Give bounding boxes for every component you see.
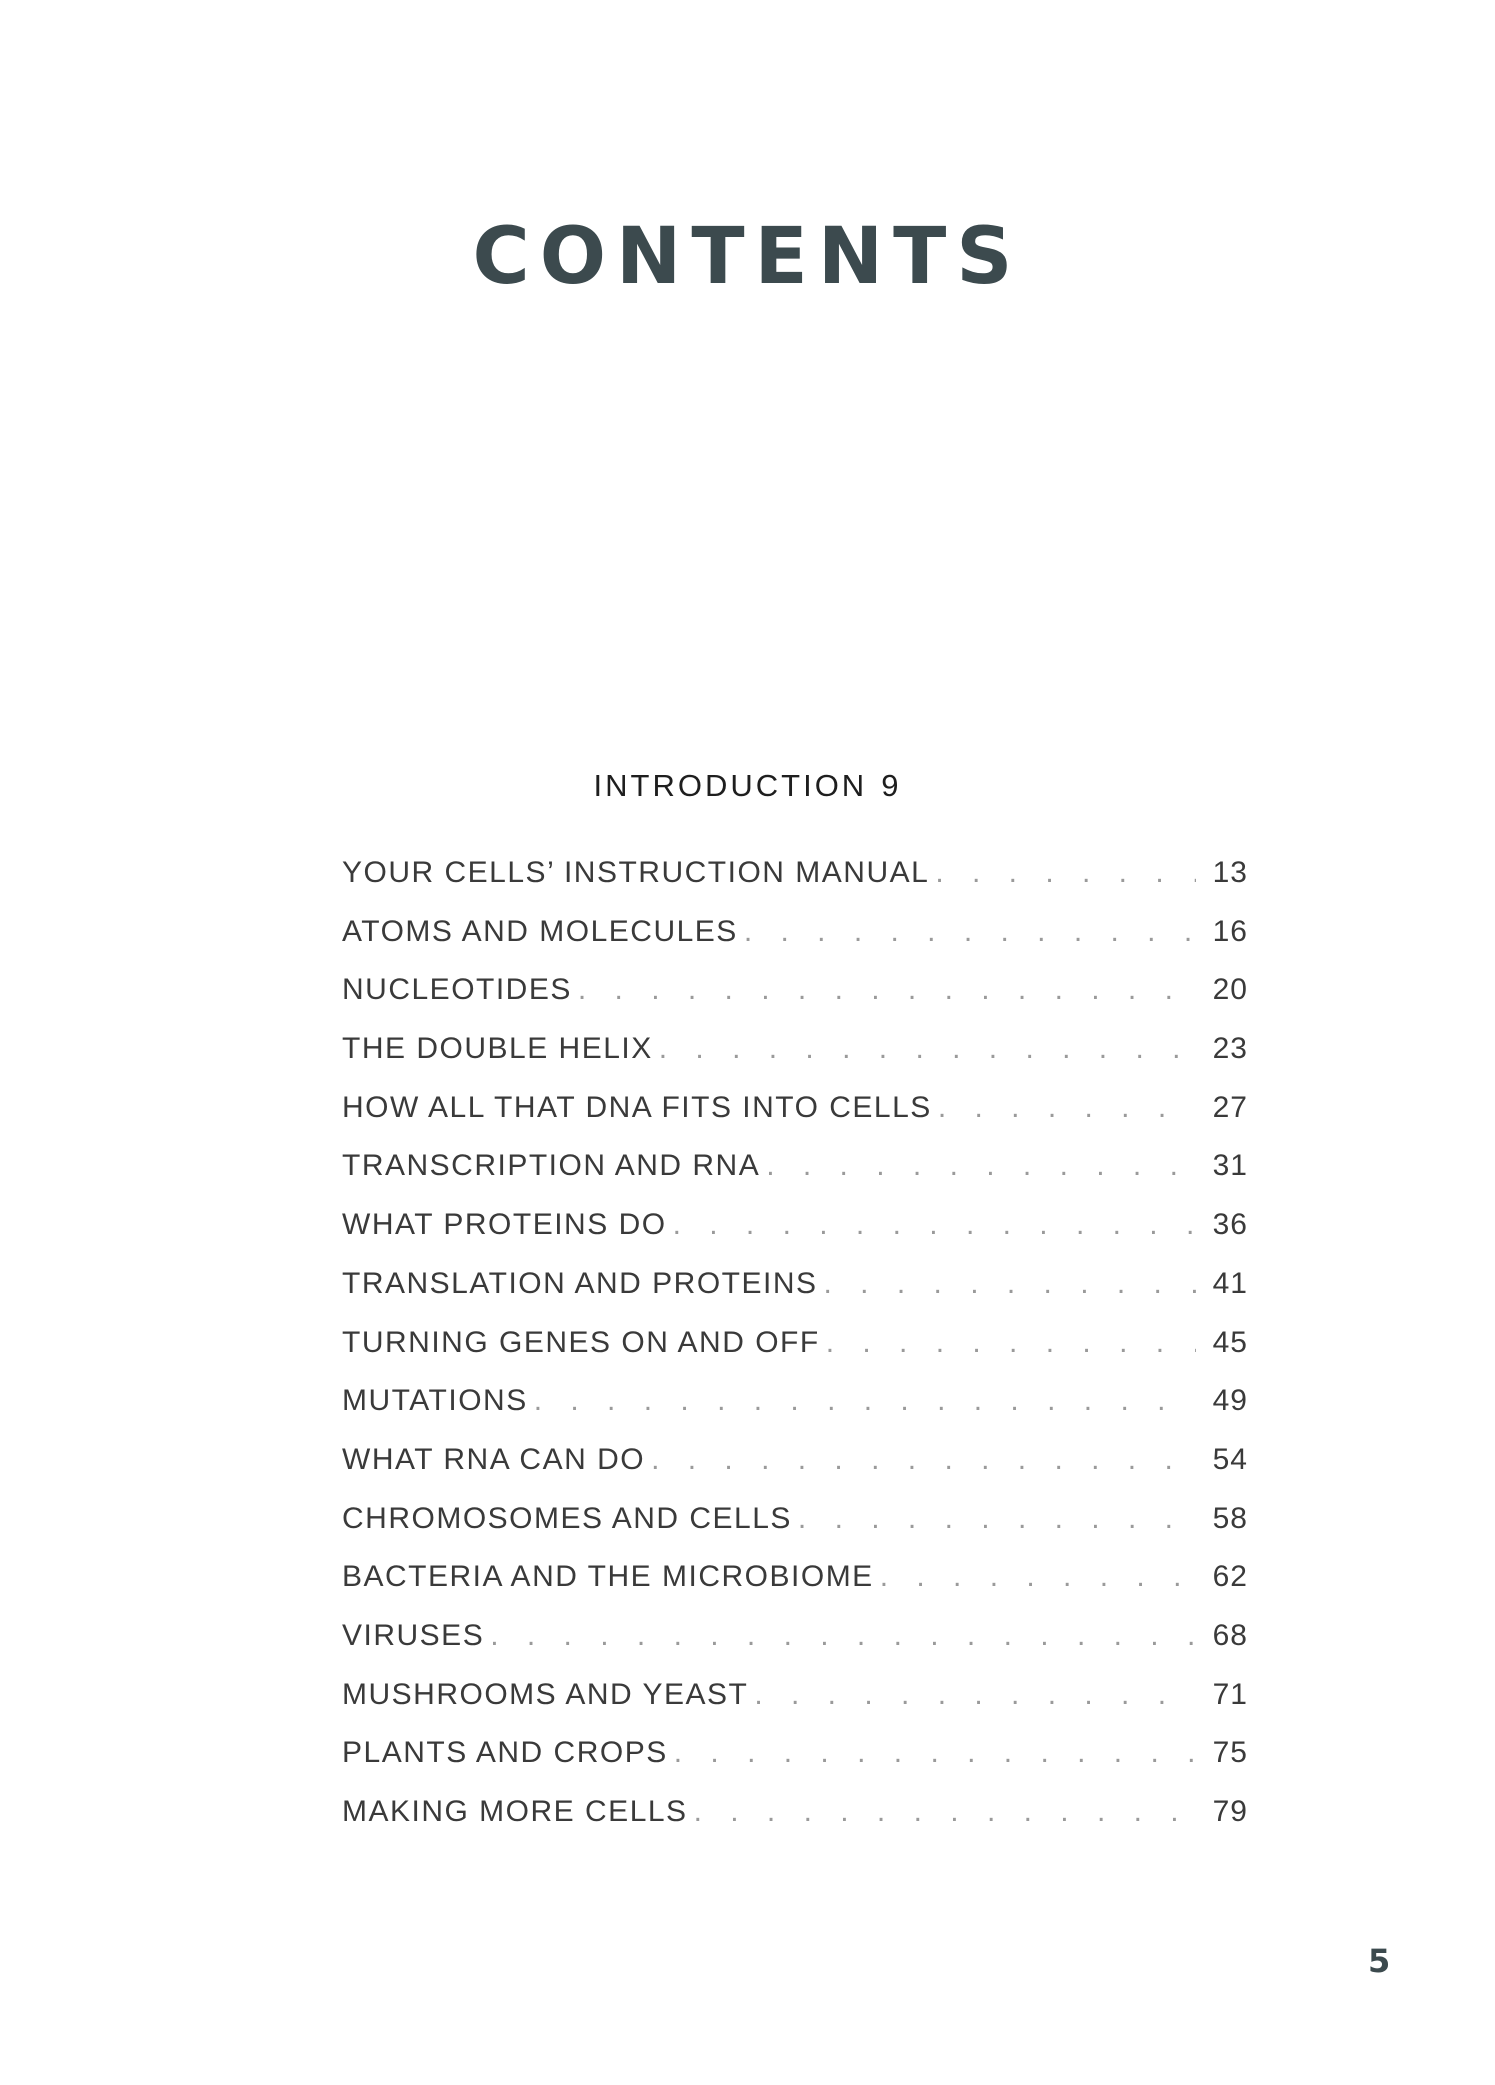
toc-entry (342, 973, 1248, 1032)
toc-entry-page: 79 (1212, 1795, 1248, 1828)
toc-entry-title: PLANTS AND CROPS (342, 1736, 668, 1770)
introduction-label: INTRODUCTION (593, 768, 868, 803)
table-of-contents (342, 856, 1248, 1854)
dot-leader (694, 1795, 1196, 1829)
toc-entry-title: BACTERIA AND THE MICROBIOME (342, 1560, 874, 1594)
toc-entry (342, 1736, 1248, 1795)
toc-entry-title: CHROMOSOMES AND CELLS (342, 1501, 792, 1535)
toc-entry-title: NUCLEOTIDES (342, 973, 572, 1007)
toc-entry-page: 75 (1212, 1736, 1248, 1770)
toc-entry (342, 1267, 1248, 1326)
dot-leader (490, 1619, 1196, 1653)
dot-leader (766, 1149, 1196, 1183)
dot-leader (651, 1443, 1196, 1477)
dot-leader (935, 856, 1196, 890)
toc-entry-page: 41 (1212, 1266, 1248, 1300)
toc-entry-title: THE DOUBLE HELIX (342, 1032, 653, 1066)
toc-entry-page: 58 (1212, 1501, 1248, 1535)
toc-entry (342, 1560, 1248, 1619)
toc-entry-page: 45 (1212, 1325, 1248, 1359)
toc-entry (342, 1091, 1248, 1150)
toc-entry-page: 13 (1212, 856, 1248, 889)
toc-entry-title: HOW ALL THAT DNA FITS INTO CELLS (342, 1090, 932, 1124)
toc-entry-page: 62 (1212, 1560, 1248, 1594)
dot-leader (674, 1736, 1196, 1770)
toc-entry-title: MUSHROOMS AND YEAST (342, 1677, 749, 1711)
toc-entry (342, 1795, 1248, 1854)
toc-entry (342, 1326, 1248, 1385)
toc-entry (342, 1384, 1248, 1443)
toc-entry-title: MUTATIONS (342, 1384, 528, 1418)
dot-leader (754, 1678, 1196, 1712)
dot-leader (744, 915, 1196, 949)
toc-introduction (0, 770, 1495, 801)
toc-entry-page: 71 (1212, 1677, 1248, 1711)
toc-entry-title: TRANSLATION AND PROTEINS (342, 1266, 818, 1300)
dot-leader (826, 1326, 1196, 1360)
dot-leader (659, 1032, 1196, 1066)
toc-entry-title: TRANSCRIPTION AND RNA (342, 1149, 761, 1183)
toc-entry-page: 31 (1212, 1149, 1248, 1183)
toc-entry-page: 16 (1212, 914, 1248, 948)
toc-entry-title: YOUR CELLS’ INSTRUCTION MANUAL (342, 856, 930, 889)
toc-entry-title: TURNING GENES ON AND OFF (342, 1325, 820, 1359)
toc-entry (342, 1678, 1248, 1737)
dot-leader (880, 1560, 1196, 1594)
toc-entry (342, 1032, 1248, 1091)
introduction-page-number: 9 (881, 768, 902, 803)
toc-entry-title: ATOMS AND MOLECULES (342, 914, 738, 948)
page-number: 5 (1368, 1942, 1391, 1980)
toc-entry-page: 68 (1212, 1618, 1248, 1652)
toc-entry-title: WHAT RNA CAN DO (342, 1442, 646, 1476)
toc-entry (342, 1149, 1248, 1208)
toc-entry (342, 856, 1248, 915)
toc-entry-page: 23 (1212, 1032, 1248, 1066)
toc-entry (342, 1502, 1248, 1561)
toc-entry-title: WHAT PROTEINS DO (342, 1208, 667, 1242)
toc-entry (342, 915, 1248, 974)
dot-leader (824, 1267, 1196, 1301)
dot-leader (798, 1502, 1196, 1536)
dot-leader (673, 1208, 1196, 1242)
dot-leader (938, 1091, 1196, 1125)
toc-entry-title: MAKING MORE CELLS (342, 1795, 688, 1828)
toc-entry (342, 1208, 1248, 1267)
dot-leader (534, 1384, 1196, 1418)
toc-entry-page: 49 (1212, 1384, 1248, 1418)
toc-entry-page: 54 (1212, 1442, 1248, 1476)
toc-entry-title: VIRUSES (342, 1618, 485, 1652)
toc-entry (342, 1443, 1248, 1502)
page-title: CONTENTS (472, 212, 1023, 302)
dot-leader (578, 973, 1196, 1007)
toc-entry-page: 36 (1212, 1208, 1248, 1242)
toc-entry-page: 20 (1212, 973, 1248, 1007)
toc-entry (342, 1619, 1248, 1678)
toc-entry-page: 27 (1212, 1090, 1248, 1124)
